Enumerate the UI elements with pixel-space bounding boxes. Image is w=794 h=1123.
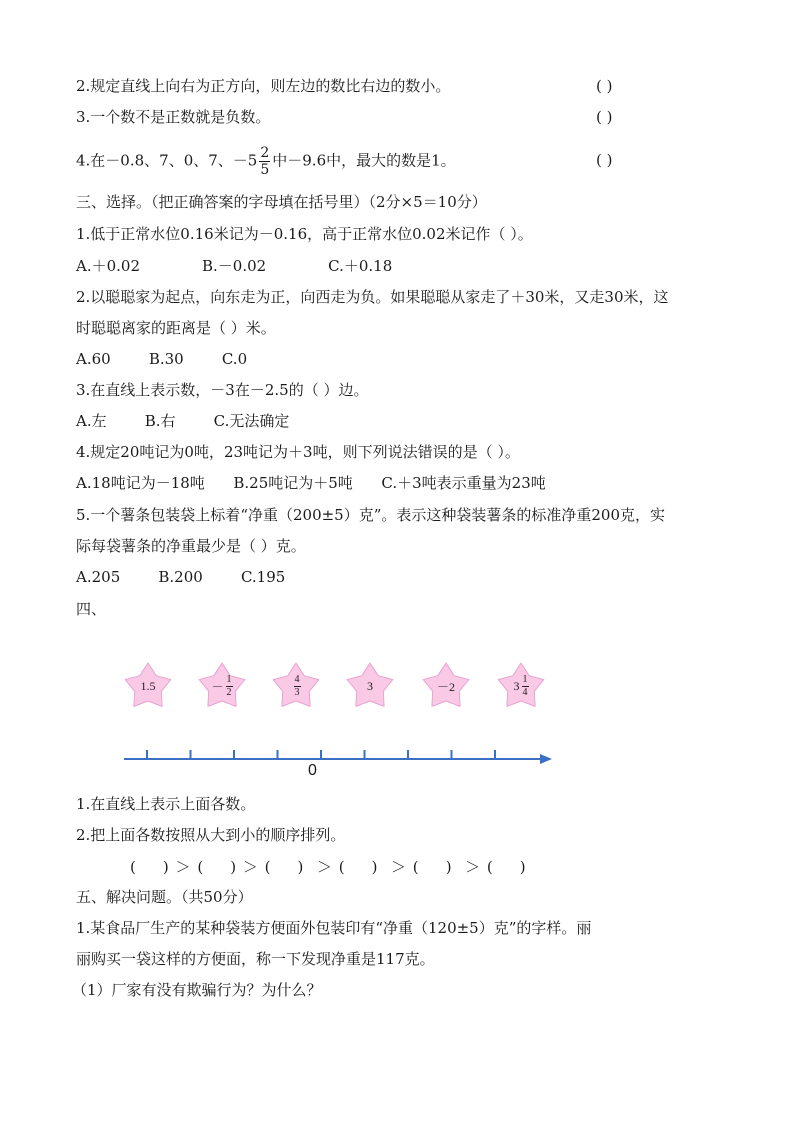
judge-q4 [76, 146, 456, 177]
zero-label: 0 [308, 762, 317, 779]
star-label: 3 1 4 [513, 673, 528, 698]
choice-q4-options: A.18吨记为－18吨 B.25吨记为＋5吨 C.＋3吨表示重量为23吨 [76, 474, 546, 492]
fraction-numerator: 2 [260, 145, 270, 161]
star-number-6 [496, 661, 546, 709]
star-number-3 [271, 661, 321, 709]
choice-q5-line2: 际每袋薯条的净重最少是（ ）克。 [76, 537, 306, 555]
star-number-2 [197, 661, 247, 709]
star-number-1 [123, 661, 173, 709]
answer-paren[interactable]: ( ) [596, 108, 613, 126]
star-q1: 1.在直线上表示上面各数。 [76, 795, 256, 813]
choice-q1: 1.低于正常水位0.16米记为－0.16，高于正常水位0.02米记作（ ）。 [76, 225, 533, 243]
choice-q3-options: A.左 B.右 C.无法确定 [76, 412, 290, 430]
choice-q5-options: A.205 B.200 C.195 [76, 568, 286, 586]
problem-q1-line1: 1.某食品厂生产的某种袋装方便面外包装印有“净重（120±5）克”的字样。丽 [76, 919, 592, 937]
judge-q4-suffix: 中－9.6中，最大的数是1。 [272, 151, 456, 170]
problem-q1-sub1: （1）厂家有没有欺骗行为？为什么？ [72, 981, 322, 999]
number-line-ticks [147, 750, 495, 759]
fraction-denominator: 5 [260, 162, 270, 178]
problem-q1-line2: 丽购买一袋这样的方便面，称一下发现净重是117克。 [76, 950, 435, 968]
arrow-right-icon [540, 754, 552, 764]
judge-q3: 3.一个数不是正数就是负数。 [76, 108, 271, 126]
star-label [271, 661, 321, 711]
section3-title: 三、选择。（把正确答案的字母填在括号里）（2分×5＝10分） [76, 193, 487, 211]
choice-q4: 4.规定20吨记为0吨，23吨记为＋3吨，则下列说法错误的是（ ）。 [76, 443, 520, 461]
star-number-4 [345, 661, 395, 709]
answer-paren[interactable]: ( ) [596, 77, 613, 95]
judge-q4-prefix: 4.在－0.8、7、0、7、－5 [76, 151, 258, 170]
star-fraction: 1 2 [226, 673, 232, 698]
star-fraction: 4 3 [294, 673, 300, 698]
number-line [120, 740, 560, 770]
star-label: － 1 2 [211, 673, 232, 698]
section5-title: 五、解决问题。（共50分） [76, 888, 253, 906]
answer-paren[interactable]: ( ) [596, 151, 613, 169]
choice-q2-options: A.60 B.30 C.0 [76, 350, 248, 368]
choice-q1-options: A.＋0.02 B.－0.02 C.＋0.18 [76, 257, 393, 275]
ordering-blanks[interactable]: ( ) ＞ ( ) ＞ ( ) ＞ ( ) ＞ ( ) ＞ ( ) [130, 858, 526, 876]
star-label: 3 [367, 678, 373, 693]
section4-title: 四、 [76, 600, 107, 618]
star-number-5 [421, 661, 471, 709]
choice-q2-line1: 2.以聪聪家为起点，向东走为正，向西走为负。如果聪聪从家走了＋30米，又走30米，这 [76, 288, 669, 306]
star-label: －2 [436, 679, 455, 694]
mixed-fraction [259, 146, 270, 177]
star-q2: 2.把上面各数按照从大到小的顺序排列。 [76, 826, 346, 844]
judge-q2: 2.规定直线上向右为正方向，则左边的数比右边的数小。 [76, 77, 451, 95]
choice-q3: 3.在直线上表示数，－3在－2.5的（ ）边。 [76, 381, 369, 399]
star-fraction: 1 4 [522, 673, 528, 698]
star-label: 1.5 [140, 678, 156, 693]
choice-q2-line2: 时聪聪离家的距离是（ ）米。 [76, 319, 276, 337]
choice-q5-line1: 5.一个薯条包装袋上标着“净重（200±5）克”。表示这种袋装薯条的标准净重200克，实 [76, 506, 666, 524]
